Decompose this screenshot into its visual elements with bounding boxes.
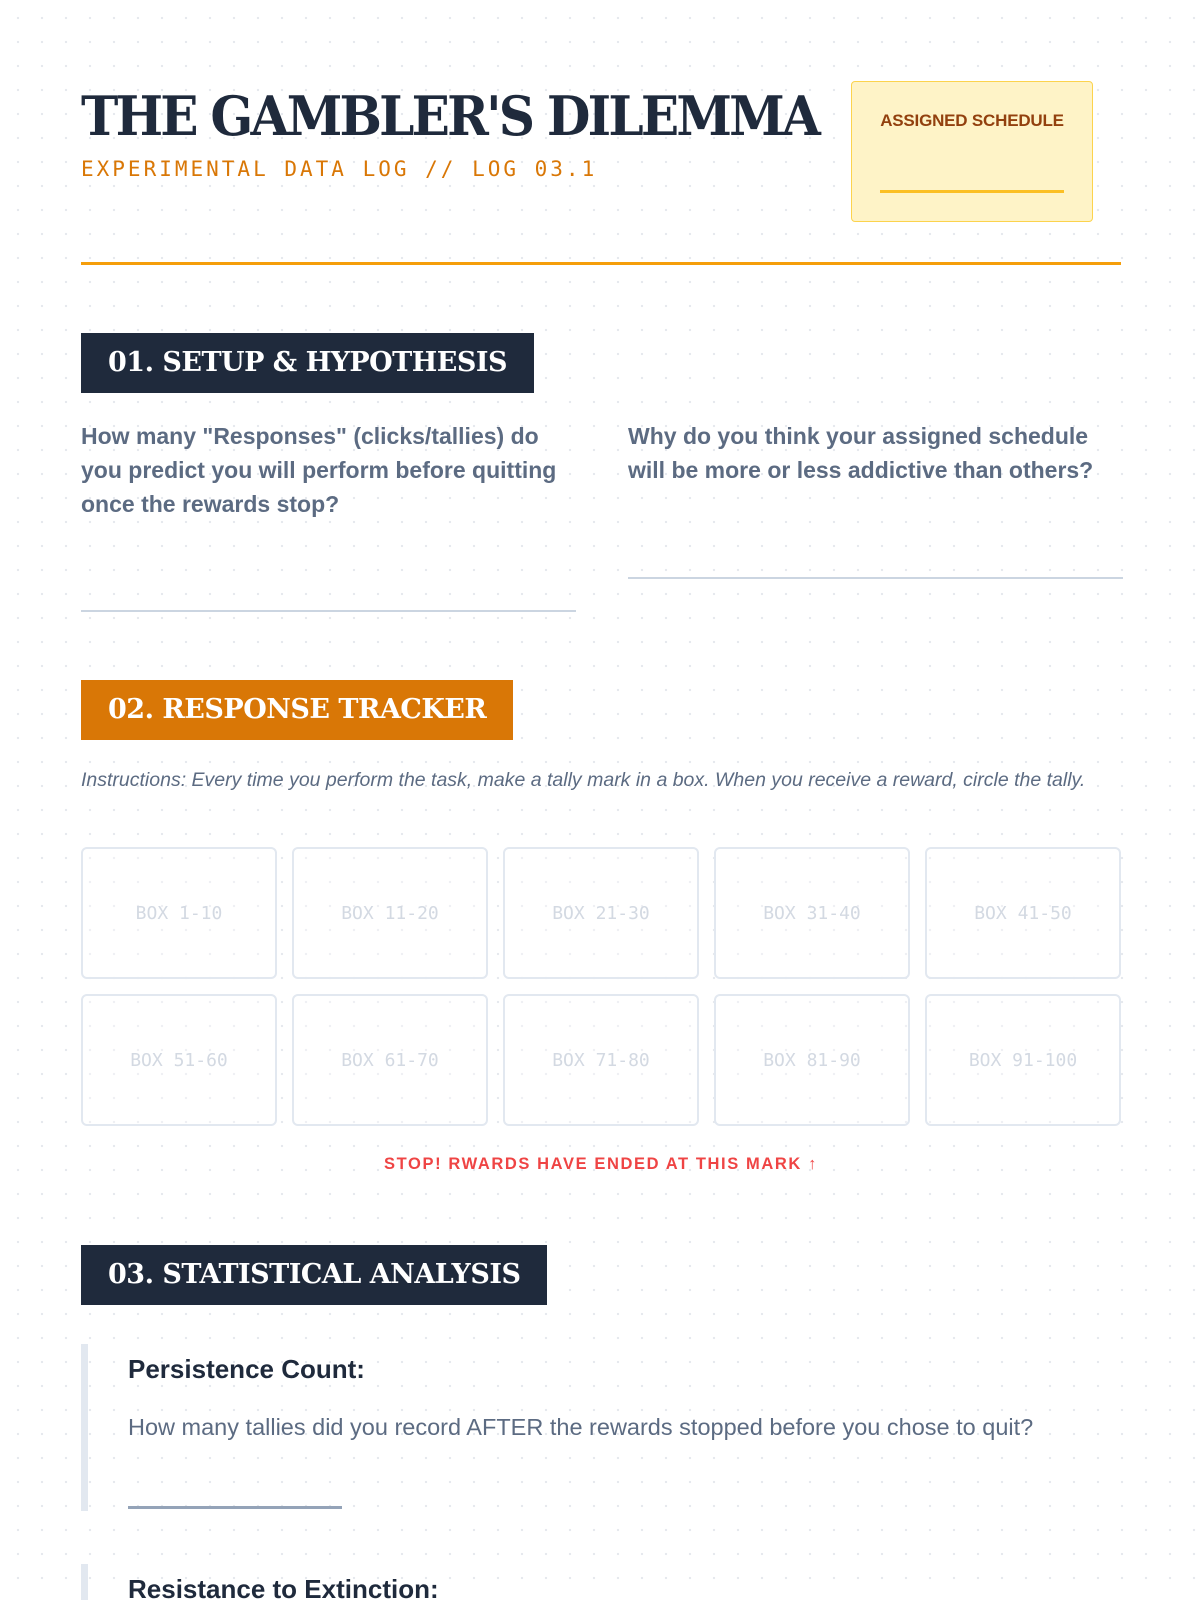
section-tracker-heading: 02. RESPONSE TRACKER (81, 680, 513, 740)
tally-grid (81, 847, 1121, 1126)
question-2-text: Why do you think your assigned schedule will be more or less addictive than others? (628, 423, 1094, 483)
persistence-count-answer-line[interactable] (128, 1506, 342, 1509)
persistence-count-title: Persistence Count: (128, 1354, 365, 1384)
tally-box[interactable]: BOX 41-50 (925, 847, 1121, 979)
tally-box[interactable]: BOX 71-80 (503, 994, 699, 1126)
rewards-ended-note: STOP! RWARDS HAVE ENDED AT THIS MARK ↑ (384, 1155, 818, 1173)
header-divider (81, 262, 1121, 265)
hypothesis-question-1 (81, 419, 576, 521)
page-subtitle: EXPERIMENTAL DATA LOG // LOG 03.1 (81, 157, 598, 181)
tracker-instructions: Instructions: Every time you perform the task, make a tally mark in a box. When you receive a reward, circle the tally. (81, 769, 1086, 791)
assigned-schedule-label: ASSIGNED SCHEDULE (880, 111, 1064, 130)
tally-box[interactable]: BOX 21-30 (503, 847, 699, 979)
tally-box[interactable]: BOX 81-90 (714, 994, 910, 1126)
tally-box[interactable]: BOX 91-100 (925, 994, 1121, 1126)
persistence-count-question: How many tallies did you record AFTER the rewards stopped before you chose to quit? (128, 1414, 1034, 1440)
tally-box[interactable]: BOX 11-20 (292, 847, 488, 979)
section-analysis-heading: 03. STATISTICAL ANALYSIS (81, 1245, 547, 1305)
tally-box[interactable]: BOX 61-70 (292, 994, 488, 1126)
tally-box[interactable]: BOX 51-60 (81, 994, 277, 1126)
resistance-extinction-title: Resistance to Extinction: (128, 1574, 439, 1600)
tally-box[interactable]: BOX 1-10 (81, 847, 277, 979)
section-setup-heading: 01. SETUP & HYPOTHESIS (81, 333, 534, 393)
assigned-schedule-field[interactable] (880, 190, 1064, 193)
assigned-schedule-box (851, 81, 1093, 222)
hypothesis-question-2 (628, 419, 1123, 487)
question-2-answer-line[interactable] (628, 577, 1123, 579)
resistance-extinction-block (81, 1564, 1121, 1600)
tally-box[interactable]: BOX 31-40 (714, 847, 910, 979)
page-title: THE GAMBLER'S DILEMMA (81, 84, 819, 148)
question-1-answer-line[interactable] (81, 610, 576, 612)
worksheet-header (81, 0, 1121, 266)
worksheet-page (81, 0, 1121, 1600)
question-1-text: How many "Responses" (clicks/tallies) do you predict you will perform before quitting once the rewards stop? (81, 423, 557, 517)
